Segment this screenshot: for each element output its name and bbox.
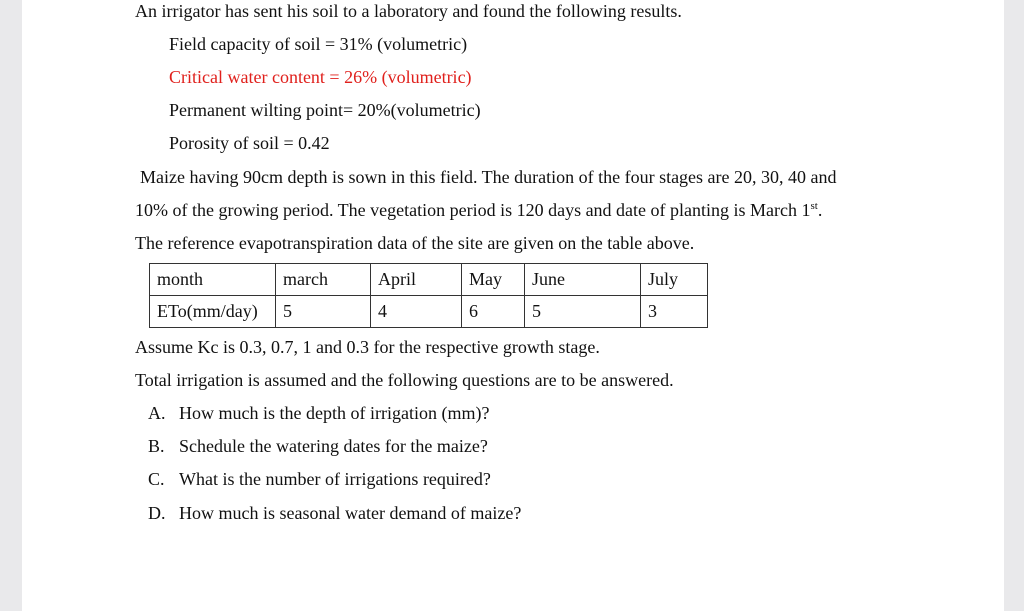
question-label: A. bbox=[148, 403, 166, 423]
question-text: What is the number of irrigations required? bbox=[179, 469, 491, 489]
question-b bbox=[148, 435, 488, 457]
total-text: Total irrigation is assumed and the following questions are to be answered. bbox=[135, 370, 674, 390]
result-field-capacity: Field capacity of soil = 31% (volumetric) bbox=[169, 34, 468, 54]
paragraph-line-2 bbox=[135, 199, 822, 221]
question-text: Schedule the watering dates for the maize? bbox=[179, 436, 488, 456]
question-text: How much is the depth of irrigation (mm)? bbox=[179, 403, 490, 423]
table-cell: 5 bbox=[276, 296, 371, 328]
table-header-cell: march bbox=[276, 264, 371, 296]
intro-text: An irrigator has sent his soil to a laboratory and found the following results. bbox=[135, 1, 682, 21]
paragraph-line-1: Maize having 90cm depth is sown in this field. The duration of the four stages are 20, 30, 40 and bbox=[140, 167, 837, 187]
question-a bbox=[148, 402, 489, 424]
table-cell: 3 bbox=[641, 296, 708, 328]
table-header-cell: April bbox=[371, 264, 462, 296]
superscript-st: st bbox=[810, 200, 818, 212]
table-header-row bbox=[150, 264, 708, 296]
question-label: C. bbox=[148, 469, 165, 489]
paragraph-line-2-end: . bbox=[817, 200, 823, 220]
paragraph-line-2-text: 10% of the growing period. The vegetation period is 120 days and date of planting is March 1 bbox=[135, 200, 811, 220]
eto-table bbox=[149, 263, 708, 328]
question-label: D. bbox=[148, 503, 166, 523]
table-row bbox=[150, 296, 708, 328]
table-header-cell: June bbox=[525, 264, 641, 296]
question-d bbox=[148, 502, 521, 524]
table-cell: 6 bbox=[462, 296, 525, 328]
question-text: How much is seasonal water demand of maize? bbox=[179, 503, 522, 523]
question-c bbox=[148, 468, 491, 490]
result-porosity: Porosity of soil = 0.42 bbox=[169, 133, 330, 153]
table-cell: ETo(mm/day) bbox=[150, 296, 276, 328]
table-header-cell: month bbox=[150, 264, 276, 296]
table-header-cell: May bbox=[462, 264, 525, 296]
table-cell: 5 bbox=[525, 296, 641, 328]
table-cell: 4 bbox=[371, 296, 462, 328]
paragraph-line-3: The reference evapotranspiration data of the site are given on the table above. bbox=[135, 233, 695, 253]
table-header-cell: July bbox=[641, 264, 708, 296]
assume-text: Assume Kc is 0.3, 0.7, 1 and 0.3 for the respective growth stage. bbox=[135, 337, 600, 357]
question-label: B. bbox=[148, 436, 165, 456]
result-critical-water-content: Critical water content = 26% (volumetric) bbox=[169, 67, 472, 87]
result-wilting-point: Permanent wilting point= 20%(volumetric) bbox=[169, 100, 481, 120]
